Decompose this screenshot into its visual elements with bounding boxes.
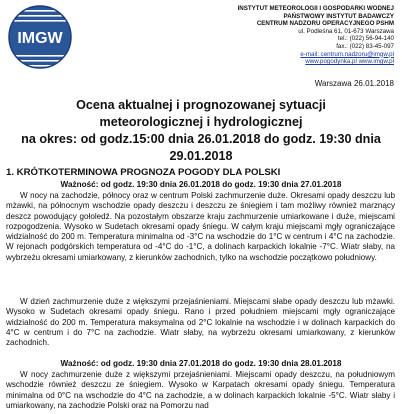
institution-contact-block xyxy=(184,5,394,66)
fax-line: fax.: (022) 83-45-097 xyxy=(336,42,394,50)
validity-line-1: Ważność: od godz. 19:30 dnia 26.01.2018 do godz. 19:30 dnia 27.01.2018 xyxy=(60,180,342,189)
institution-name-line: INSTYTUT METEOROLOGII I GOSPODARKI WODNEJ xyxy=(237,5,394,12)
svg-text:IMGW: IMGW xyxy=(17,30,63,47)
email-link[interactable]: e-mail: centrum.nadzoru@imgw.pl xyxy=(300,50,394,58)
forecast-night-paragraph-1: W nocy na zachodzie, północy oraz w centrum Polski zachmurzenie duże. Okresami opady deszczu lub mżawki, na północnym wschodzie opady deszczu i deszczu ze śniegiem i tam możliwy również marznący deszcz powodujący gołoledź. Na pozostałym obszarze kraju zachmurzenie umiarkowane i duże, miejscami rozpogodzenia. Wysoko w Sudetach okresami opady śniegu. W całym kraju miejscami mgły ograniczające widzialność do 200 m. Temperatura minimalna od -3°C na wschodzie do 1°C w centrum i 4°C na zachodzie. W rejonach podgórskich temperatura od -4°C do -1°C, a dolinach karpackich lokalnie -7°C. Wiatr słaby, na wybrzeżu okresami umiarkowany, z kierunków zachodnich, tylko na wschodzie początkowo południowy. xyxy=(6,191,395,262)
validity-line-2: Ważność: od godz. 19:30 dnia 27.01.2018 do godz. 19:30 dnia 28.01.2018 xyxy=(60,359,342,368)
institution-status-line: PAŃSTWOWY INSTYTUT BADAWCZY xyxy=(283,12,394,20)
forecast-day-paragraph-1: W dzień zachmurzenie duże z większymi przejaśnieniami. Miejscami słabe opady deszczu lub mżawki. Wysoko w Sudetach okresami opady śniegu. Rano i przed południem miejscami mgły ograniczające widzialność do 200 m. Temperatura maksymalna od 2°C lokalnie na wschodzie i w dolinach karpackich do 4°C w centrum i do 7°C na zachodzie. Wiatr słaby, na wybrzeżu okresami umiarkowany, z kierunków zachodnich. xyxy=(6,297,395,348)
website-links[interactable]: www.pogodynka.pl www.imgw.pl xyxy=(305,58,394,66)
imgw-logo xyxy=(6,2,74,72)
document-title xyxy=(0,97,402,165)
section-heading: 1. KRÓTKOTERMINOWA PROGNOZA POGODY DLA POLSKI xyxy=(6,167,281,178)
title-line-2: meteorologicznej i hydrologicznej xyxy=(99,115,303,129)
phone-line: tel.: (022) 56-94-140 xyxy=(337,35,394,43)
title-period-line: na okres: od godz.15:00 dnia 26.01.2018 do godz. 19:30 dnia 29.01.2018 xyxy=(21,132,381,163)
title-line-1: Ocena aktualnej i prognozowanej sytuacji xyxy=(76,98,326,112)
center-name-line: CENTRUM NADZORU OPERACYJNEGO PSHM xyxy=(256,20,394,28)
address-line: ul. Podleśna 61, 01-673 Warszawa xyxy=(298,27,394,35)
document-date: Warszawa 26.01.2018 xyxy=(314,79,394,88)
forecast-night-paragraph-2: W nocy zachmurzenie duże z większymi przejaśnieniami. Miejscami opady deszczu, na południowym wschodzie również deszczu ze śniegiem. Wysoko w Karpatach okresami opady śniegu. Temperatura minimalna od 0°C na wschodzie do 4°C na zachodzie, a w dolinach karpackich lokalnie -5°C. Wiatr słaby i umiarkowany, na zachodzie Polski oraz na Pomorzu nad xyxy=(6,370,395,410)
